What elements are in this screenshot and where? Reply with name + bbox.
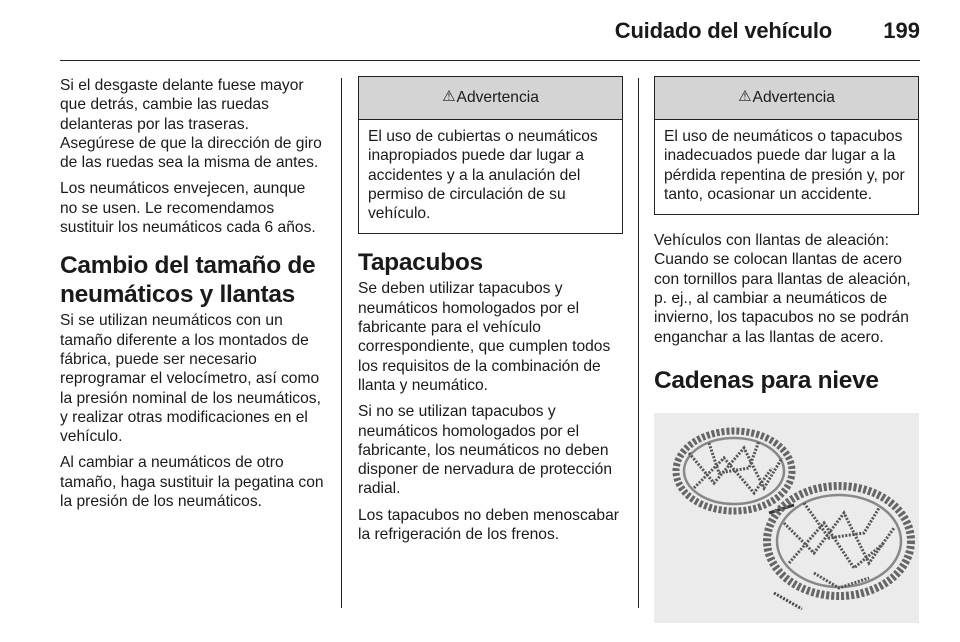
section-heading: Cambio del tamaño de neumáticos y llantas [60,252,316,309]
warning-header [359,77,622,120]
warning-triangle-icon: ⚠ [738,88,752,106]
running-header-title: Cuidado del vehículo [614,18,832,43]
body-paragraph: Los neumáticos envejecen, aunque no se usen. Le recomendamos sustituir los neumáticos cada 6 años. [60,180,316,237]
warning-header [655,77,918,120]
section-heading: Tapacubos [358,249,483,277]
warning-title: Advertencia [752,89,835,107]
warning-triangle-icon: ⚠ [442,88,456,106]
body-paragraph: Los tapacubos no deben menoscabar la refrigeración de los frenos. [358,506,619,544]
warning-text: El uso de neumáticos o tapacubos inadecuados puede dar lugar a la pérdida repentina de presión y, por tanto, ocasionar un accidente. [664,128,905,203]
column-divider [638,78,639,608]
section-heading: Cadenas para nieve [654,366,879,394]
warning-box [358,76,623,234]
body-paragraph: Si no se utilizan tapacubos y neumáticos homologados por el fabricante, los neumáticos no deben disponer de nervadura de protección radial. [358,403,612,498]
body-paragraph: Vehículos con llantas de aleación: Cuando se colocan llantas de acero con tornillos para llantas de aleación, p. ej., al cambiar a neumáticos de invierno, los tapacubos no se podrán enganchar a las llantas de acero. [654,232,911,346]
body-paragraph: Si el desgaste delante fuese mayor que detrás, cambie las ruedas delanteras por las traseras. Asegúrese de que la dirección de giro de las ruedas sea la misma de antes. [60,77,322,172]
column-divider [341,78,342,608]
column-right [654,76,919,628]
body-paragraph: Al cambiar a neumáticos de otro tamaño, haga sustituir la pegatina con la presión de los neumáticos. [60,454,324,511]
snow-chains-illustration [654,413,919,623]
warning-box [654,76,919,215]
warning-text: El uso de cubiertas o neumáticos inapropiados puede dar lugar a accidentes y a la anulación del permiso de circulación de su vehículo. [368,128,598,223]
column-left [60,76,326,518]
body-paragraph: Se deben utilizar tapacubos y neumáticos homologados por el fabricante para el vehículo correspondiente, que cumplen todos los requisitos de la combinación de llanta y neumático. [358,280,611,394]
warning-title: Advertencia [456,89,539,107]
column-middle [358,76,623,551]
header-rule [60,60,920,61]
page-number: 199 [883,18,920,43]
body-paragraph: Si se utilizan neumáticos con un tamaño diferente a los montados de fábrica, puede ser necesario reprogramar el velocímetro, así como la presión nominal de los neumáticos, y realizar otras modificaciones en el vehículo. [60,312,321,446]
